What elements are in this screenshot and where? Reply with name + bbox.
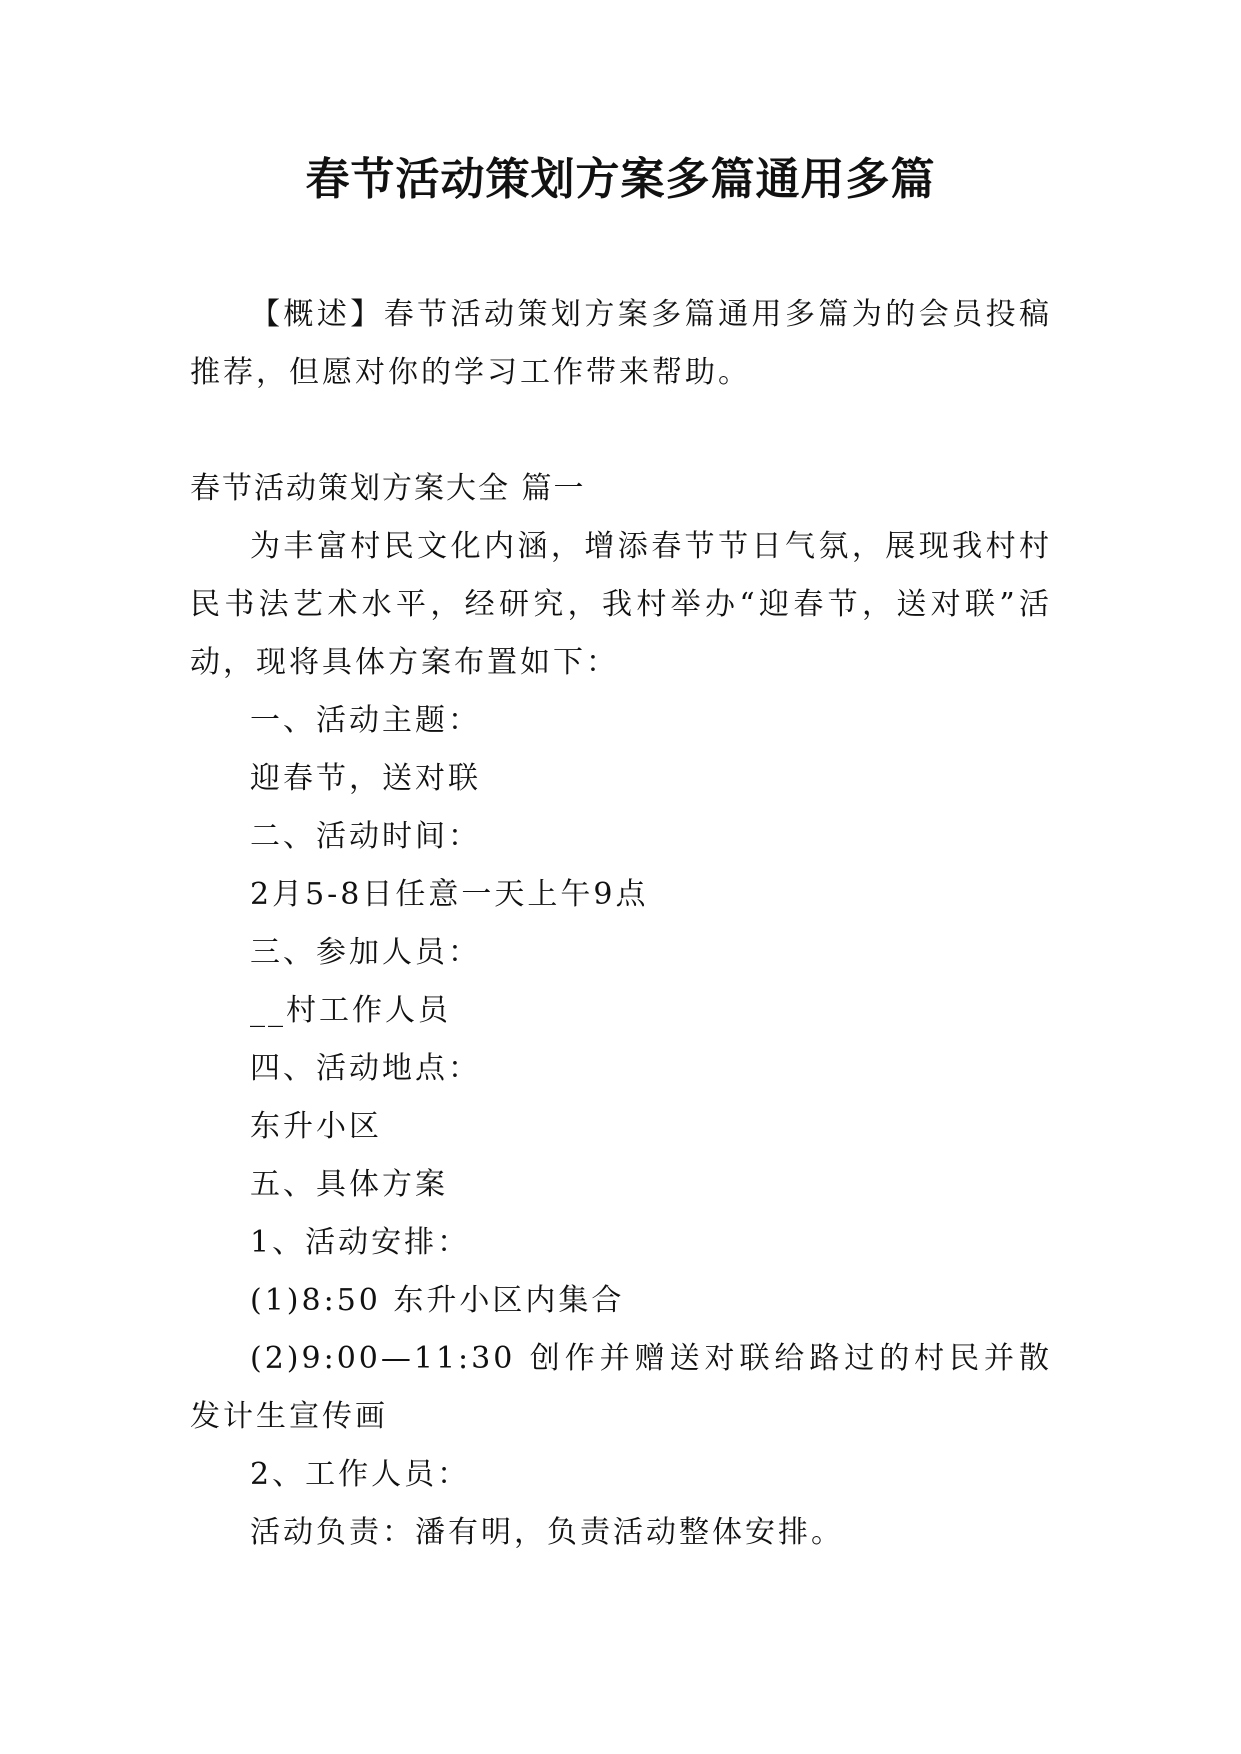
place-label: 四、活动地点：: [250, 1051, 481, 1086]
summary-paragraph: 【概述】春节活动策划方案多篇通用多篇为的会员投稿推荐，但愿对你的学习工作带来帮助。: [190, 297, 1052, 390]
document-title: 春节活动策划方案多篇通用多篇: [305, 154, 936, 205]
time-label: 二、活动时间：: [250, 819, 481, 854]
place-value: 东升小区: [250, 1109, 382, 1144]
section-heading: 春节活动策划方案大全 篇一: [190, 471, 586, 506]
theme-value: 迎春节，送对联: [250, 761, 481, 796]
people-label: 三、参加人员：: [250, 935, 481, 970]
plan-label: 五、具体方案: [250, 1167, 448, 1202]
staff-label: 2、工作人员：: [250, 1457, 471, 1492]
arrangement-item-1: (1)8:50 东升小区内集合: [250, 1283, 625, 1318]
time-value: 2月5-8日任意一天上午9点: [250, 877, 649, 912]
arrangement-label: 1、活动安排：: [250, 1225, 471, 1260]
staff-item-1: 活动负责：潘有明，负责活动整体安排。: [250, 1515, 844, 1550]
arrangement-item-2: (2)9:00—11:30 创作并赠送对联给路过的村民并散发计生宣传画: [190, 1341, 1052, 1434]
people-value: __村工作人员: [250, 993, 451, 1028]
document-body: [190, 286, 1052, 1562]
theme-label: 一、活动主题：: [250, 703, 481, 738]
intro-paragraph: 为丰富村民文化内涵，增添春节节日气氛，展现我村村民书法艺术水平，经研究，我村举办“迎春节，送对联”活动，现将具体方案布置如下：: [190, 529, 1052, 680]
